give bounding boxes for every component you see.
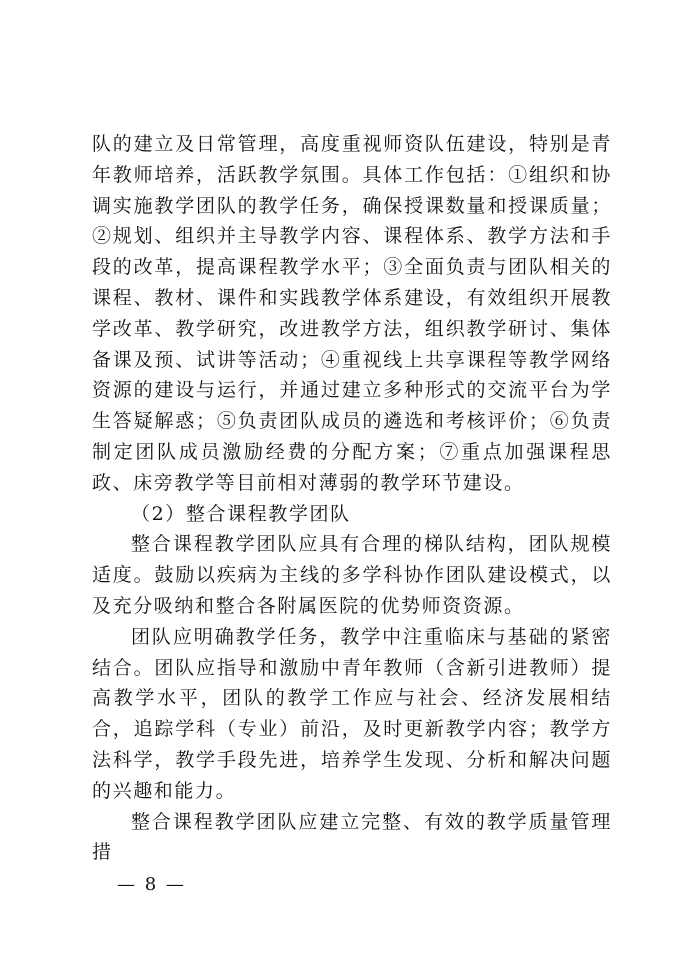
paragraph-quality: 整合课程教学团队应建立完整、有效的教学质量管理措 — [92, 810, 612, 864]
paragraph-tasks: 团队应明确教学任务，教学中注重临床与基础的紧密结合。团队应指导和激励中青年教师（含新引进教师）提高教学水平，团队的教学工作应与社会、经济发展相结合，追踪学科（专业）前沿，及时更新教学内容；教学方法科学，教学手段先进，培养学生发现、分析和解决问题的兴趣和能力。 — [92, 625, 612, 802]
paragraph-structure: 整合课程教学团队应具有合理的梯队结构，团队规模适度。鼓励以疾病为主线的多学科协作团队建设模式，以及充分吸纳和整合各附属医院的优势师资资源。 — [92, 533, 612, 617]
section-heading: （2）整合课程教学团队 — [131, 502, 351, 525]
page-number: — 8 — — [117, 874, 186, 895]
paragraph-duties: 队的建立及日常管理，高度重视师资队伍建设，特别是青年教师培养，活跃教学氛围。具体工作包括：①组织和协调实施教学团队的教学任务，确保授课数量和授课质量；②规划、组织并主导教学内容、课程体系、教学方法和手段的改革，提高课程教学水平；③全面负责与团队相关的课程、教材、课件和实践教学体系建设，有效组织开展教学改革、教学研究，改进教学方法，组织教学研讨、集体备课及预、试讲等活动；④重视线上共享课程等教学网络资源的建设与运行，并通过建立多种形式的交流平台为学生答疑解惑；⑤负责团队成员的遴选和考核评价；⑥负责制定团队成员激励经费的分配方案；⑦重点加强课程思政、床旁教学等目前相对薄弱的教学环节建设。 — [92, 133, 612, 494]
document-body — [92, 129, 612, 868]
